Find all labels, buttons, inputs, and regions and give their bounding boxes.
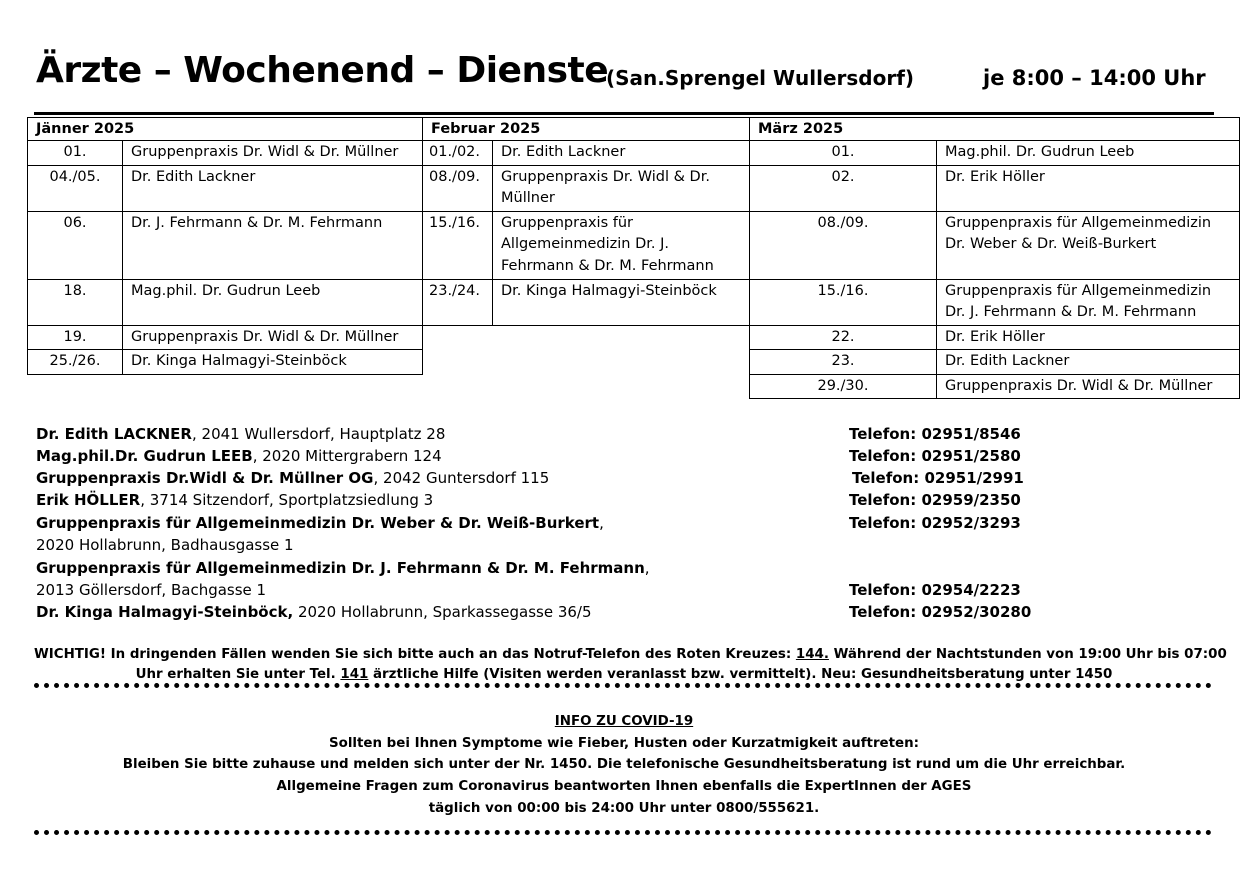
duty-date: 01. [28, 141, 123, 166]
covid-info [34, 711, 1214, 820]
table-row [750, 374, 1240, 399]
table-row [750, 141, 1240, 166]
duty-date: 23. [750, 350, 937, 375]
duty-date: 08./09. [750, 211, 937, 279]
contact-name: Mag.phil.Dr. Gudrun LEEB [36, 447, 253, 465]
contact-entry [36, 601, 592, 623]
table-row [750, 350, 1240, 375]
duty-doctor-line: Dr. Weber & Dr. Weiß-Burkert [945, 236, 1157, 252]
notice-line [34, 645, 1227, 665]
contact-phone: Telefon: 02951/8546 [849, 425, 1021, 443]
contact-address: , [644, 559, 650, 577]
table-row [750, 279, 1240, 325]
dotted-divider [34, 830, 1212, 835]
table-row [750, 165, 1240, 211]
covid-line: Allgemeine Fragen zum Coronavirus beantworten Ihnen ebenfalls die ExpertInnen der AGES [276, 779, 972, 795]
table-row [28, 350, 423, 375]
service-hours: je 8:00 – 14:00 Uhr [983, 66, 1206, 90]
table-row [423, 279, 750, 325]
notice-text: ärztliche Hilfe (Visiten werden veranlasst bzw. vermittelt). Neu: Gesundheitsberatung unter 1450 [368, 667, 1113, 682]
duty-doctor: Dr. Edith Lackner [937, 350, 1240, 375]
duty-date: 25./26. [28, 350, 123, 375]
dotted-divider [34, 683, 1212, 688]
table-row [28, 325, 423, 350]
contact-name: Gruppenpraxis für Allgemeinmedizin Dr. Weber & Dr. Weiß-Burkert [36, 514, 600, 532]
duty-date: 01. [750, 141, 937, 166]
duty-doctor [937, 211, 1240, 279]
duty-date: 29./30. [750, 374, 937, 399]
duty-doctor: Mag.phil. Dr. Gudrun Leeb [123, 279, 423, 325]
duty-doctor: Dr. Edith Lackner [123, 165, 423, 211]
duty-doctor: Gruppenpraxis Dr. Widl & Dr. Müllner [123, 141, 423, 166]
duty-doctor-line: Gruppenpraxis für Allgemeinmedizin [945, 214, 1212, 231]
contact-phone: Telefon: 02954/2223 [849, 581, 1021, 599]
contact-entry [36, 512, 604, 557]
duty-date: 15./16. [423, 211, 493, 279]
contact-phone: Telefon: 02952/30280 [849, 603, 1032, 621]
table-row [28, 165, 423, 211]
notice-line [34, 665, 1214, 685]
duty-date: 23./24. [423, 279, 493, 325]
contact-address: , 3714 Sitzendorf, Sportplatzsiedlung 3 [140, 491, 434, 509]
duty-date: 01./02. [423, 141, 493, 166]
night-service-number: 141 [340, 667, 369, 682]
schedule-table-march [749, 117, 1240, 399]
duty-doctor: Mag.phil. Dr. Gudrun Leeb [937, 141, 1240, 166]
contact-name: Gruppenpraxis Dr.Widl & Dr. Müllner OG [36, 469, 374, 487]
contact-entry [36, 557, 650, 602]
contact-phone: Telefon: 02951/2991 [852, 469, 1024, 487]
contact-name: Dr. Edith LACKNER [36, 425, 192, 443]
duty-doctor-line: Gruppenpraxis für [501, 214, 633, 231]
duty-date: 19. [28, 325, 123, 350]
covid-line: Bleiben Sie bitte zuhause und melden sich unter der Nr. 1450. Die telefonische Gesundheitsberatung ist rund um die Uhr erreichbar. [122, 757, 1126, 773]
notice-text: Uhr erhalten Sie unter Tel. [135, 667, 341, 682]
duty-doctor [937, 279, 1240, 325]
duty-date: 22. [750, 325, 937, 350]
contact-entry [36, 467, 549, 489]
duty-doctor [493, 211, 750, 279]
contact-entry [36, 445, 442, 467]
duty-date: 04./05. [28, 165, 123, 211]
contact-name: Dr. Kinga Halmagyi-Steinböck, [36, 603, 294, 621]
duty-date: 08./09. [423, 165, 493, 211]
table-row [28, 211, 423, 279]
contact-entry [36, 423, 445, 445]
duty-doctor-line: Dr. J. Fehrmann & Dr. M. Fehrmann [945, 304, 1197, 320]
contact-address-line2: 2020 Hollabrunn, Badhausgasse 1 [36, 536, 294, 555]
contact-address: , 2020 Mittergrabern 124 [252, 447, 442, 465]
table-row [28, 279, 423, 325]
contact-name: Gruppenpraxis für Allgemeinmedizin Dr. J. Fehrmann & Dr. M. Fehrmann [36, 559, 645, 577]
table-row [28, 141, 423, 166]
notice-text: Während der Nachtstunden von 19:00 Uhr bis 07:00 [828, 647, 1227, 662]
contact-address-line2: 2013 Göllersdorf, Bachgasse 1 [36, 581, 267, 600]
schedule-table-february [422, 117, 750, 326]
notice-text: WICHTIG! In dringenden Fällen wenden Sie sich bitte auch an das Notruf-Telefon des Roten Kreuzes: [34, 647, 796, 662]
title-divider [34, 112, 1214, 115]
duty-doctor: Gruppenpraxis Dr. Widl & Dr. Müllner [937, 374, 1240, 399]
month-heading: Februar 2025 [423, 118, 750, 141]
duty-doctor [493, 165, 750, 211]
covid-line: täglich von 00:00 bis 24:00 Uhr unter 0800/555621. [428, 800, 820, 816]
duty-doctor: Dr. J. Fehrmann & Dr. M. Fehrmann [123, 211, 423, 279]
contact-address: , 2042 Guntersdorf 115 [373, 469, 550, 487]
contact-address: , 2041 Wullersdorf, Hauptplatz 28 [191, 425, 446, 443]
table-row [423, 165, 750, 211]
duty-doctor: Dr. Kinga Halmagyi-Steinböck [493, 279, 750, 325]
table-row [423, 141, 750, 166]
duty-date: 18. [28, 279, 123, 325]
duty-doctor-line: Gruppenpraxis für Allgemeinmedizin [945, 282, 1212, 299]
emergency-notice [34, 645, 1227, 685]
duty-doctor-line: Fehrmann & Dr. M. Fehrmann [501, 257, 714, 274]
contact-phone: Telefon: 02951/2580 [849, 447, 1021, 465]
duty-doctor: Dr. Kinga Halmagyi-Steinböck [123, 350, 423, 375]
duty-date: 15./16. [750, 279, 937, 325]
month-heading: März 2025 [750, 118, 1240, 141]
page-subtitle: (San.Sprengel Wullersdorf) [606, 66, 915, 90]
month-heading: Jänner 2025 [28, 118, 423, 141]
contact-name: Erik HÖLLER [36, 491, 141, 509]
duty-date: 02. [750, 165, 937, 211]
table-row [750, 211, 1240, 279]
duty-doctor-line: Allgemeinmedizin Dr. J. [501, 236, 669, 252]
page-title: Ärzte – Wochenend – Dienste [36, 50, 609, 91]
covid-heading [34, 711, 1214, 733]
emergency-number: 144. [795, 647, 829, 662]
duty-date: 06. [28, 211, 123, 279]
duty-doctor: Dr. Erik Höller [937, 165, 1240, 211]
duty-doctor: Gruppenpraxis Dr. Widl & Dr. Müllner [123, 325, 423, 350]
contact-address: , [599, 514, 604, 532]
duty-doctor-line: Gruppenpraxis Dr. Widl & Dr. [501, 168, 710, 185]
contact-phone: Telefon: 02952/3293 [849, 514, 1021, 532]
contact-phone: Telefon: 02959/2350 [849, 491, 1021, 509]
duty-doctor-line: Müllner [501, 190, 555, 206]
contact-entry [36, 489, 433, 511]
table-row [750, 325, 1240, 350]
schedule-table-january [27, 117, 423, 375]
duty-doctor: Dr. Erik Höller [937, 325, 1240, 350]
table-row [423, 211, 750, 279]
covid-heading-text: INFO ZU COVID-19 [554, 714, 694, 729]
contact-address: 2020 Hollabrunn, Sparkassegasse 36/5 [293, 603, 592, 621]
covid-line: Sollten bei Ihnen Symptome wie Fieber, Husten oder Kurzatmigkeit auftreten: [328, 735, 920, 751]
duty-doctor: Dr. Edith Lackner [493, 141, 750, 166]
